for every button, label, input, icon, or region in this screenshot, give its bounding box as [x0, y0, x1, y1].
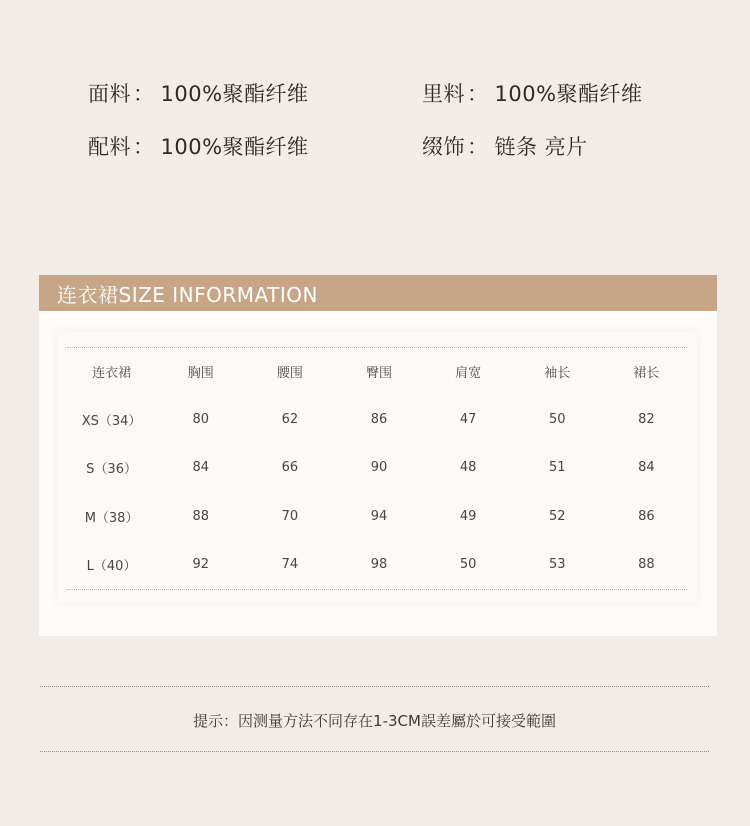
sleeve-cell: 50 [549, 411, 566, 427]
shoulder-cell: 48 [459, 460, 477, 476]
waist-cell: 62 [281, 411, 299, 427]
bust-cell: 84 [192, 460, 209, 476]
size-cell: XS（34） [81, 413, 142, 429]
fabric-spec [88, 78, 309, 108]
fabric-value: 100%聚酯纤维 [160, 82, 309, 106]
size-header-title: 连衣裙SIZE INFORMATION [57, 282, 318, 307]
size-cell: M（38） [84, 510, 139, 526]
fabric-label: 面料 [88, 82, 131, 106]
sleeve-cell: 51 [549, 460, 566, 476]
col-header-sleeve: 袖长 [544, 366, 571, 381]
trim-value: 100%聚酯纤维 [160, 135, 309, 159]
table-row [67, 541, 691, 590]
size-table [67, 348, 691, 589]
hip-cell: 94 [370, 508, 388, 524]
shoulder-cell: 49 [459, 508, 477, 524]
table-bottom-divider [67, 589, 687, 590]
fabric-separator: ： [133, 82, 155, 106]
sleeve-cell: 53 [549, 557, 566, 573]
trim-spec [88, 131, 309, 161]
table-row [67, 492, 691, 541]
note-top-divider [40, 686, 709, 687]
trim-separator: ： [133, 135, 155, 159]
hip-cell: 98 [370, 557, 388, 573]
bust-cell: 88 [192, 508, 209, 524]
sleeve-cell: 52 [549, 508, 566, 524]
lining-value: 100%聚酯纤维 [494, 82, 643, 106]
col-header-waist: 腰围 [276, 366, 303, 381]
table-row [67, 395, 691, 444]
shoulder-cell: 47 [459, 411, 477, 427]
trim-label: 配料 [88, 135, 131, 159]
col-header-hip: 臀围 [365, 366, 392, 381]
size-header-bar [39, 275, 717, 311]
note-bottom-divider [40, 751, 709, 752]
length-cell: 88 [638, 557, 655, 573]
measurement-note [40, 686, 709, 752]
bust-cell: 92 [192, 557, 209, 573]
lining-spec [422, 78, 643, 108]
table-row [67, 444, 691, 493]
length-cell: 86 [638, 508, 655, 524]
decor-value: 链条 亮片 [494, 135, 588, 159]
waist-cell: 70 [281, 508, 299, 524]
lining-label: 里料 [422, 82, 465, 106]
length-cell: 82 [638, 411, 655, 427]
decor-label: 缀饰 [422, 135, 465, 159]
size-table-card [57, 331, 697, 603]
col-header-length: 裙长 [633, 366, 660, 381]
size-cell: L（40） [86, 559, 137, 575]
lining-separator: ： [467, 82, 489, 106]
waist-cell: 66 [281, 460, 299, 476]
size-cell: S（36） [86, 462, 137, 478]
hip-cell: 90 [370, 460, 388, 476]
col-header-bust: 胸围 [187, 366, 214, 381]
note-text: 提示：因测量方法不同存在1-3CM誤差屬於可接受範圍 [193, 712, 556, 730]
table-header-row [67, 348, 691, 395]
hip-cell: 86 [370, 411, 388, 427]
col-header-shoulder: 肩宽 [455, 366, 482, 381]
shoulder-cell: 50 [459, 557, 477, 573]
decor-spec [422, 131, 588, 161]
size-information-panel [39, 275, 717, 636]
length-cell: 84 [638, 460, 655, 476]
decor-separator: ： [467, 135, 489, 159]
waist-cell: 74 [281, 557, 299, 573]
col-header-dress: 连衣裙 [92, 366, 132, 381]
bust-cell: 80 [192, 411, 209, 427]
